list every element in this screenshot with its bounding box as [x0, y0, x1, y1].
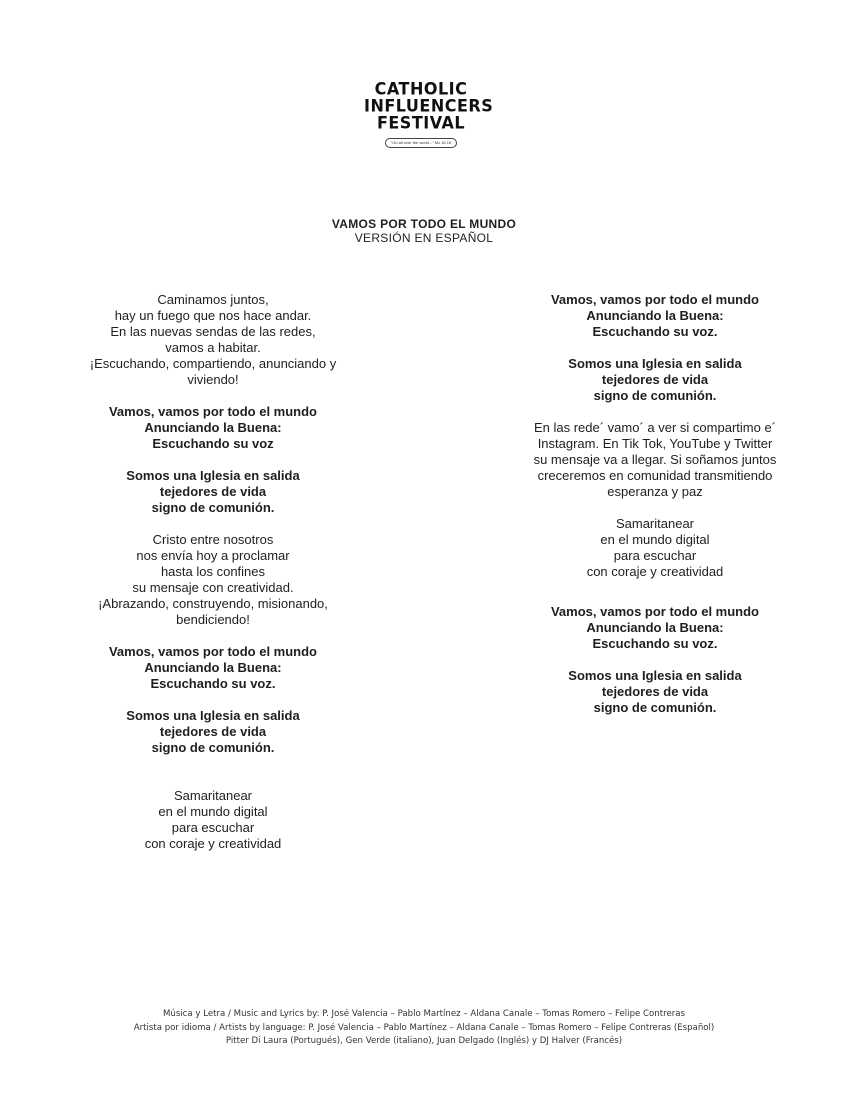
right-lyrics-column — [505, 292, 805, 732]
lyric-line: Samaritanear — [615, 516, 695, 531]
lyric-line: signo de comunión. — [151, 500, 275, 515]
credits-line-3: Pitter Di Laura (Portugués), Gen Verde (italiano), Juan Delgado (Inglés) y DJ Halver (Francés) — [225, 1036, 623, 1046]
lyric-line: creceremos en comunidad transmitiendo — [537, 468, 773, 483]
lyric-line: Escuchando su voz — [152, 436, 274, 451]
lyric-line: para escuchar — [613, 548, 697, 563]
lyric-line: Anunciando la Buena: — [144, 660, 282, 675]
lyric-line: Vamos, vamos por todo el mundo — [550, 292, 760, 307]
song-subtitle: VERSIÓN EN ESPAÑOL — [354, 231, 494, 245]
lyric-line: en el mundo digital — [600, 532, 710, 547]
chorus-1b — [73, 468, 353, 516]
lyric-line: Somos una Iglesia en salida — [126, 708, 300, 723]
chorus-3b — [505, 356, 805, 404]
lyric-line: viviendo! — [187, 372, 239, 387]
lyric-line: signo de comunión. — [593, 700, 717, 715]
credits-line-1: Música y Letra / Music and Lyrics by: P. José Valencia – Pablo Martínez – Aldana Canale – Tomas Romero – Felipe Contreras — [162, 1009, 686, 1019]
song-title: VAMOS POR TODO EL MUNDO — [331, 217, 517, 231]
logo-tagline: "Go all over the world..." Mc 16,15 — [385, 138, 457, 148]
lyric-line: signo de comunión. — [151, 740, 275, 755]
bridge-1 — [73, 788, 353, 852]
lyric-line: tejedores de vida — [159, 724, 267, 739]
lyric-line: Vamos, vamos por todo el mundo — [550, 604, 760, 619]
chorus-2a — [73, 644, 353, 692]
lyric-line: Somos una Iglesia en salida — [568, 356, 742, 371]
lyric-line: su mensaje con creatividad. — [132, 580, 294, 595]
lyric-line: signo de comunión. — [593, 388, 717, 403]
lyric-line: Vamos, vamos por todo el mundo — [108, 644, 318, 659]
lyric-line: tejedores de vida — [601, 372, 709, 387]
verse-2 — [73, 532, 353, 628]
chorus-2b — [73, 708, 353, 756]
lyric-line: Anunciando la Buena: — [586, 308, 724, 323]
festival-logo — [364, 78, 494, 152]
lyric-line: esperanza y paz — [607, 484, 703, 499]
lyric-line: Somos una Iglesia en salida — [126, 468, 300, 483]
credits-line-2: Artista por idioma / Artists by language: P. José Valencia – Pablo Martínez – Aldana Canale – Tomas Romero – Felipe Contreras (Español) — [133, 1022, 715, 1033]
lyric-line: su mensaje va a llegar. Si soñamos juntos — [533, 452, 777, 467]
lyric-line: en el mundo digital — [158, 804, 268, 819]
lyric-line: En las rede´ vamo´ a ver si compartimo e´ — [533, 420, 777, 435]
lyric-line: Samaritanear — [173, 788, 253, 803]
chorus-4a — [505, 604, 805, 652]
left-lyrics-column — [73, 292, 353, 868]
lyric-line: para escuchar — [171, 820, 255, 835]
lyric-line: Caminamos juntos, — [157, 292, 269, 307]
logo-line-3: FESTIVAL — [376, 112, 466, 133]
logo-line-2: INFLUENCERS — [364, 95, 494, 116]
lyric-line: ¡Abrazando, construyendo, misionando, — [98, 596, 328, 611]
lyric-line: tejedores de vida — [159, 484, 267, 499]
lyric-line: Escuchando su voz. — [150, 676, 276, 691]
logo-line-1: CATHOLIC — [374, 78, 468, 99]
lyric-line: vamos a habitar. — [165, 340, 261, 355]
lyric-line: Instagram. En Tik Tok, YouTube y Twitter — [537, 436, 773, 451]
lyric-line: nos envía hoy a proclamar — [136, 548, 290, 563]
lyric-line: con coraje y creatividad — [586, 564, 724, 579]
lyric-line: hay un fuego que nos hace andar. — [114, 308, 312, 323]
lyric-line: con coraje y creatividad — [144, 836, 282, 851]
song-title-block — [0, 217, 848, 245]
credits-footer — [0, 1008, 848, 1049]
spacer — [73, 772, 353, 788]
lyric-line: Anunciando la Buena: — [586, 620, 724, 635]
lyric-line: Escuchando su voz. — [592, 324, 718, 339]
lyric-line: Escuchando su voz. — [592, 636, 718, 651]
spacer — [505, 596, 805, 604]
lyric-line: tejedores de vida — [601, 684, 709, 699]
rap-verse — [505, 420, 805, 500]
lyric-line: Anunciando la Buena: — [144, 420, 282, 435]
lyric-line: bendiciendo! — [176, 612, 250, 627]
verse-1 — [73, 292, 353, 388]
lyric-line: hasta los confines — [160, 564, 266, 579]
lyric-line: En las nuevas sendas de las redes, — [110, 324, 316, 339]
lyric-line: Vamos, vamos por todo el mundo — [108, 404, 318, 419]
lyric-line: Somos una Iglesia en salida — [568, 668, 742, 683]
chorus-1a — [73, 404, 353, 452]
chorus-3a — [505, 292, 805, 340]
chorus-4b — [505, 668, 805, 716]
bridge-2 — [505, 516, 805, 580]
lyric-line: ¡Escuchando, compartiendo, anunciando y — [89, 356, 337, 371]
lyric-line: Cristo entre nosotros — [152, 532, 274, 547]
